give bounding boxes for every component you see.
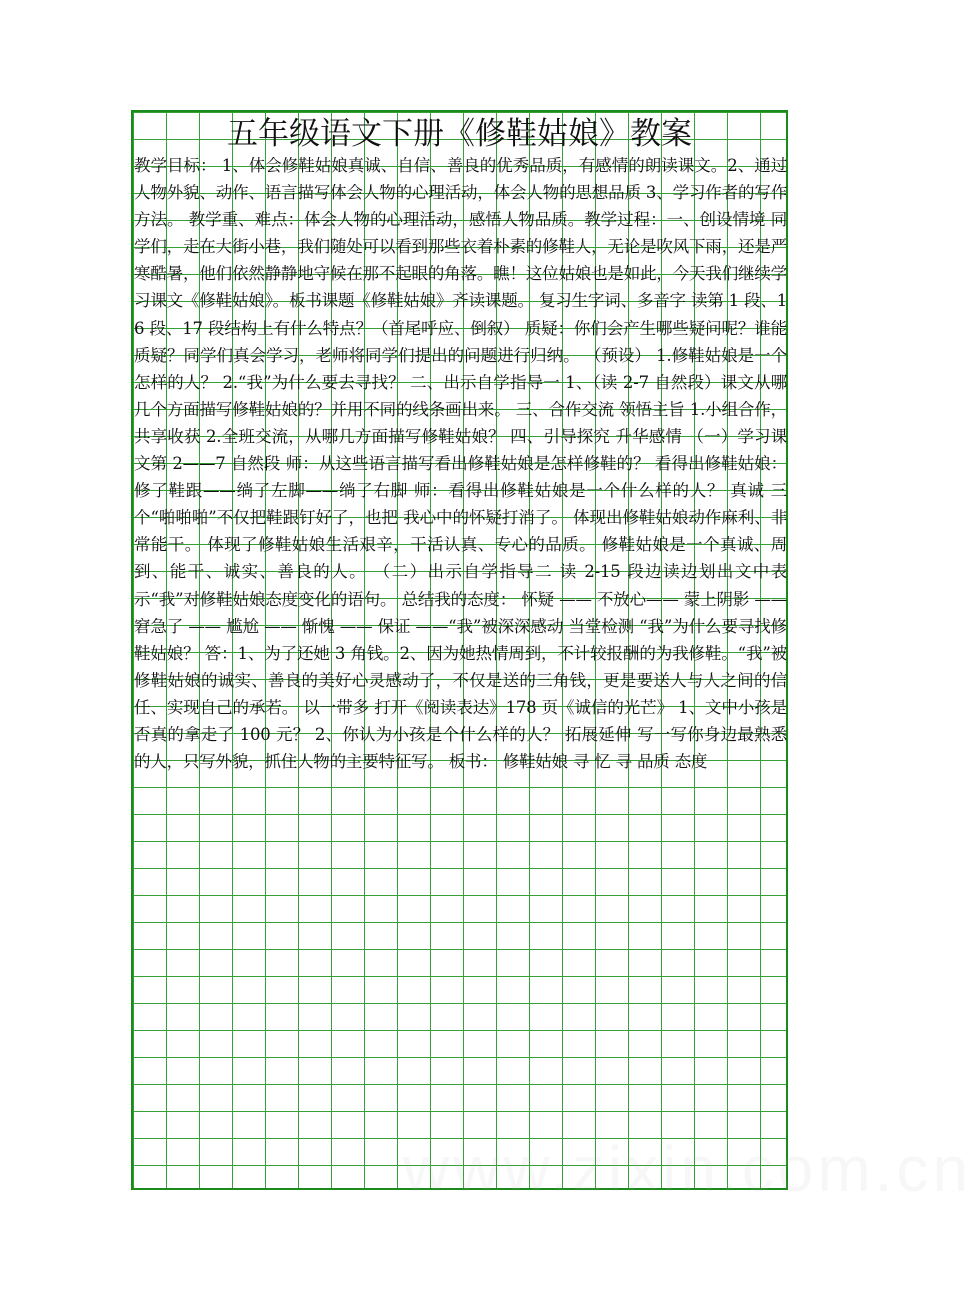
watermark: www.zixin.com.cn: [403, 1133, 972, 1205]
document-body: 教学目标： 1、体会修鞋姑娘真诚、自信、善良的优秀品质，有感情的朗读课文。2、通过人物外貌、动作、语言描写体会人物的心理活动，体会人物的思想品质 3、学习作者的写作方法。 教学重、难点：体会人物的心理活动，感悟人物品质。教学过程：一、创设情境 同学们，走在大街小巷，我们随处可以看到那些衣着朴素的修鞋人，无论是吹风下雨，还是严寒酷暑，他们依然静静地守候在那不起眼的角落。瞧！这位姑娘也是如此，今天我们继续学习课文《修鞋姑娘》。板书课题《修鞋姑娘》齐读课题。 复习生字词、多音字 读第 1 段、16 段、17 段结构上有什么特点？（首尾呼应、倒叙） 质疑：你们会产生哪些疑问呢？谁能质疑？同学们真会学习，老师将同学们提出的问题进行归纳。 （预设） 1.修鞋姑娘是一个怎样的人？ 2.“我”为什么要去寻找？ 二、出示自学指导一 1、（读 2-7 自然段）课文从哪几个方面描写修鞋姑娘的？并用不同的线条画出来。 三、合作交流 领悟主旨 1.小组合作，共享收获 2.全班交流，从哪几方面描写修鞋姑娘？ 四、引导探究 升华感情 （一）学习课文第 2——7 自然段 师：从这些语言描写看出修鞋姑娘是怎样修鞋的？ 看得出修鞋姑娘： 修了鞋跟——绱了左脚——绱了右脚 师：看得出修鞋姑娘是一个什么样的人？ 真诚 三个“啪啪啪”不仅把鞋跟钉好了，也把 我心中的怀疑打消了。 体现出修鞋姑娘动作麻利、非常能干。 体现了修鞋姑娘生活艰辛，干活认真、专心的品质。 修鞋姑娘是一个真诚、周到、能干、诚实、善良的人。 （二）出示自学指导二 读 2-15 段边读边划出文中表示“我”对修鞋姑娘态度变化的语句。 总结我的态度： 怀疑 —— 不放心—— 蒙上阴影 —— 窘急了 —— 尴尬 —— 惭愧 —— 保证 ——“我”被深深感动 当堂检测 “我”为什么要寻找修鞋姑娘？ 答：1、为了还她 3 角钱。2、因为她热情周到，不计较报酬的为我修鞋。“我”被修鞋姑娘的诚实、善良的美好心灵感动了，不仅是送的三角钱，更是要送人与人之间的信任、实现自己的承若。 以一带多 打开《阅读表达》178 页《诚信的光芒》 1、文中小孩是否真的拿走了 100 元？ 2、你认为小孩是个什么样的人？ 拓展延伸 写一写你身边最熟悉的人，只写外貌，抓住人物的主要特征写。 板书： 修鞋姑娘 寻 忆 寻 品质 态度: [134, 156, 787, 772]
document-title: 五年级语文下册《修鞋姑娘》教案: [227, 116, 692, 152]
grid-paper: [131, 110, 972, 1205]
